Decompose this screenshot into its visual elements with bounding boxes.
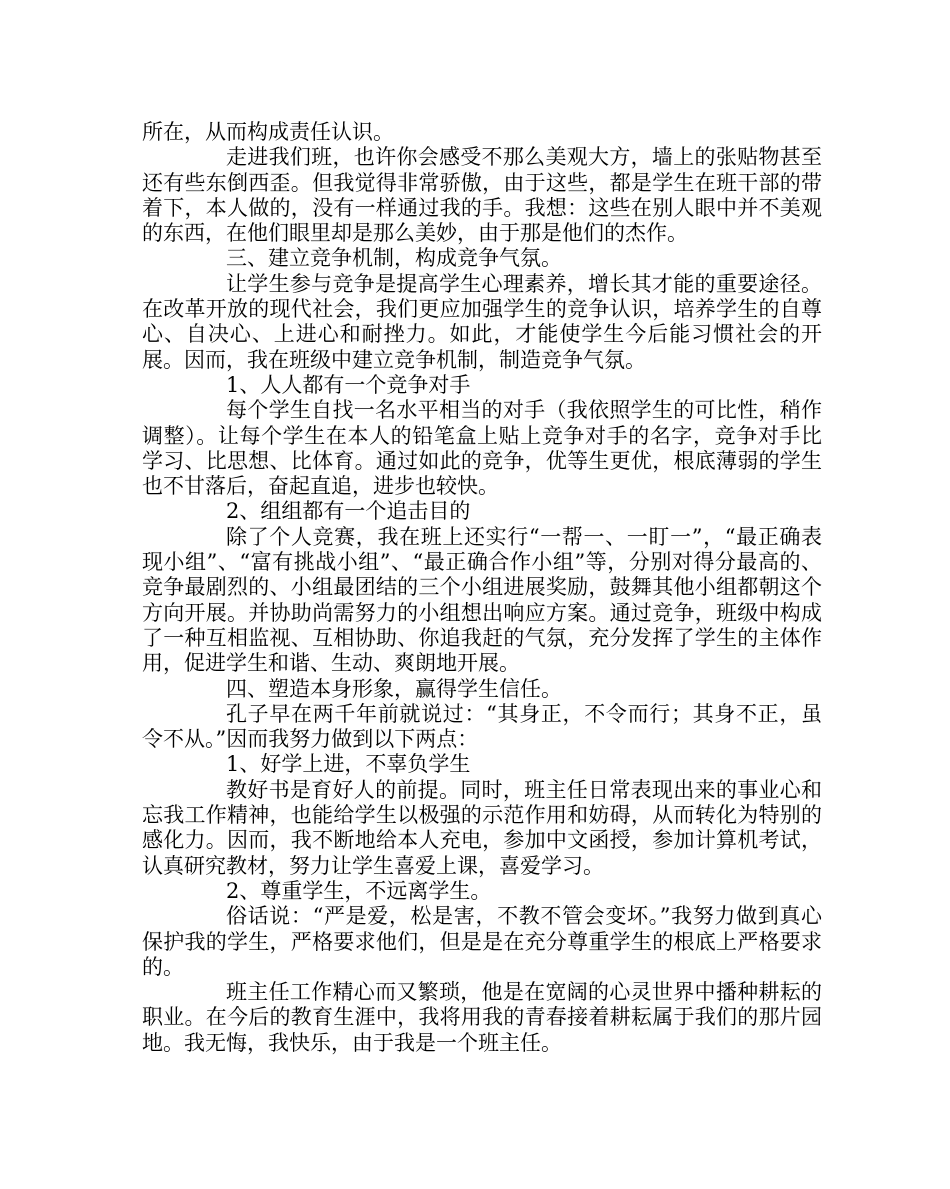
paragraph: 走进我们班，也许你会感受不那么美观大方，墙上的张贴物甚至还有些东倒西歪。但我觉得非常骄傲，由于这些，都是学生在班干部的带着下，本人做的，没有一样通过我的手。我想：这些在别人眼中并不美观的东西，在他们眼里却是那么美妙，由于那是他们的杰作。	[142, 145, 822, 246]
section-heading: 四、塑造本身形象，赢得学生信任。	[226, 676, 562, 701]
paragraph: 孔子早在两千年前就说过：“其身正，不令而行；其身不正，虽令不从。”因而我努力做到以下两点：	[142, 701, 822, 752]
paragraph: 所在，从而构成责任认识。	[142, 120, 394, 144]
paragraph: 让学生参与竞争是提高学生心理素养，增长其才能的重要途径。在改革开放的现代社会，我们更应加强学生的竞争认识，培养学生的自尊心、自决心、上进心和耐挫力。如此，才能使学生今后能习惯社会的开展。因而，我在班级中建立竞争机制，制造竞争气氛。	[142, 271, 822, 372]
paragraph: 除了个人竞赛，我在班上还实行“一帮一、一盯一”，“最正确表现小组”、“富有挑战小组”、“最正确合作小组”等，分别对得分最高的、竞争最剧烈的、小组最团结的三个小组进展奖励，鼓舞其他小组都朝这个方向开展。并协助尚需努力的小组想出响应方案。通过竞争，班级中构成了一种互相监视、互相协助、你追我赶的气氛，充分发挥了学生的主体作用，促进学生和谐、生动、爽朗地开展。	[142, 524, 822, 676]
subsection-heading: 2、组组都有一个追击目的	[226, 499, 471, 524]
paragraph: 每个学生自找一名水平相当的对手（我依照学生的可比性，稍作调整）。让每个学生在本人的铅笔盒上贴上竞争对手的名字，竞争对手比学习、比思想、比体育。通过如此的竞争，优等生更优，根底薄弱的学生也不甘落后，奋起直追，进步也较快。	[142, 398, 822, 499]
paragraph: 俗话说：“严是爱，松是害，不教不管会变坏。”我努力做到真心保护我的学生，严格要求他们，但是是在充分尊重学生的根底上严格要求的。	[142, 904, 822, 979]
paragraph: 教好书是育好人的前提。同时，班主任日常表现出来的事业心和忘我工作精神，也能给学生以极强的示范作用和妨碍，从而转化为特别的感化力。因而，我不断地给本人充电，参加中文函授，参加计算机考试，认真研究教材，努力让学生喜爱上课，喜爱学习。	[142, 777, 822, 878]
subsection-heading: 1、好学上进，不辜负学生	[226, 752, 471, 777]
document-page	[142, 120, 822, 1056]
subsection-heading: 2、尊重学生，不远离学生。	[226, 878, 492, 903]
section-heading: 三、建立竞争机制，构成竞争气氛。	[226, 246, 562, 271]
paragraph: 班主任工作精心而又繁琐，他是在宽阔的心灵世界中播种耕耘的职业。在今后的教育生涯中，我将用我的青春接着耕耘属于我们的那片园地。我无悔，我快乐，由于我是一个班主任。	[142, 980, 822, 1055]
subsection-heading: 1、人人都有一个竞争对手	[226, 372, 471, 397]
